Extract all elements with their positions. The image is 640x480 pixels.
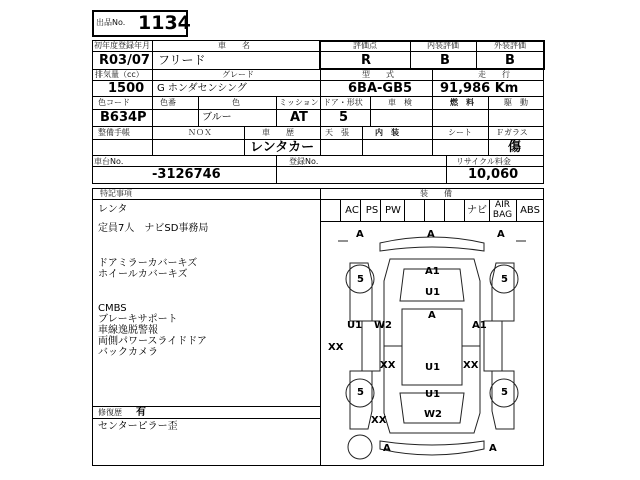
displacement-label: 排気量（cc） <box>95 70 144 79</box>
repair-value: 有 <box>136 407 146 418</box>
chassis-value: -3126746 <box>152 167 221 182</box>
equipment-label: 装 備 <box>420 189 452 198</box>
car-name: フリード <box>158 53 206 67</box>
inspection-label: 車 検 <box>388 98 412 107</box>
damage-mark: XX <box>463 360 479 371</box>
exterior-score-label: 外装評価 <box>494 41 526 50</box>
note-line: ドアミラーカバーキズ <box>98 258 198 269</box>
lot-label: 出品No. <box>96 18 126 27</box>
damage-mark: A1 <box>425 266 440 277</box>
score-label: 評価点 <box>353 41 377 50</box>
note-line: CMBS <box>98 303 127 314</box>
damage-mark: XX <box>371 415 387 426</box>
lot-number: 1134 <box>138 12 191 34</box>
score-value: R <box>361 53 372 68</box>
damage-mark: 5 <box>501 387 508 398</box>
damage-mark: XX <box>380 360 396 371</box>
color-value: ブルー <box>202 112 232 123</box>
mission-value: AT <box>290 110 308 125</box>
damage-mark: A <box>428 310 436 321</box>
damage-mark: A <box>497 229 505 240</box>
damage-mark: A <box>489 443 497 454</box>
history-label: 車 歴 <box>262 128 294 137</box>
damage-mark: U1 <box>425 362 441 373</box>
note-line: 両側パワースライドドア <box>98 336 207 347</box>
equipment-pw: PW <box>385 205 401 216</box>
damage-mark: A <box>427 229 435 240</box>
mileage-label: 走 行 <box>478 70 510 79</box>
damage-mark: 5 <box>357 387 364 398</box>
doors-value: 5 <box>339 110 349 125</box>
color-number-label: 色番 <box>160 98 176 107</box>
equipment-navi: ナビ <box>467 205 487 216</box>
grade-value: G ホンダセンシング <box>157 83 247 94</box>
exterior-score-value: B <box>505 53 515 68</box>
equipment-ac: AC <box>345 205 359 216</box>
maintenance-label: 整備手帳 <box>98 128 130 137</box>
sunroof-label: 天 張 <box>325 128 349 137</box>
glass-label: Ｆガラス <box>496 128 528 137</box>
repair-detail: センターピラー歪 <box>98 421 178 432</box>
damage-mark: A <box>356 229 364 240</box>
note-line: レンタ <box>98 204 128 215</box>
seat-label: シート <box>448 128 472 137</box>
doors-label: ドア・形状 <box>323 98 363 107</box>
damage-mark: W2 <box>374 320 392 331</box>
interior-score-value: B <box>440 53 450 68</box>
interior-label: 内 装 <box>375 128 399 137</box>
year-label: 初年度登録年月 <box>94 41 150 50</box>
interior-score-label: 内装評価 <box>427 41 459 50</box>
note-line: 定員7人 ナビSD事務局 <box>98 223 209 234</box>
damage-mark: A <box>383 443 391 454</box>
damage-mark: 5 <box>501 274 508 285</box>
damage-mark: W2 <box>424 409 442 420</box>
repair-label: 修復歴 <box>98 408 122 417</box>
equipment-ps: PS <box>365 205 379 216</box>
damage-mark: XX <box>328 342 344 353</box>
damage-mark: U1 <box>425 287 441 298</box>
glass-value: 傷 <box>508 140 522 155</box>
registration-label: 登録No． <box>289 157 324 166</box>
recycle-label: リサイクル料金 <box>456 157 511 166</box>
drive-label: 駆 動 <box>504 98 528 107</box>
color-code-value: B634P <box>100 110 147 125</box>
note-line: ホイールカバーキズ <box>98 269 188 280</box>
car-damage-diagram <box>320 221 544 466</box>
name-label: 車 名 <box>218 41 250 50</box>
damage-mark: U1 <box>347 320 363 331</box>
displacement-value: 1500 <box>108 81 145 96</box>
equipment-airbag: AIR BAG <box>492 200 513 220</box>
model-value: 6BA-GB5 <box>348 81 413 96</box>
chassis-label: 車台No． <box>94 157 129 166</box>
grade-label: グレード <box>222 70 254 79</box>
mileage-value: 91,986 Km <box>440 81 519 96</box>
nox-label: ＮＯＸ <box>188 128 212 137</box>
damage-mark: U1 <box>425 389 441 400</box>
model-label: 型 式 <box>362 70 394 79</box>
mission-label: ミッション <box>279 98 319 107</box>
color-label: 色 <box>232 98 240 107</box>
notes-label: 特記事項 <box>100 189 132 198</box>
color-code-label: 色コード <box>98 98 130 107</box>
note-line: バックカメラ <box>98 347 158 358</box>
year-value: R03/07 <box>99 53 150 68</box>
note-line: ブレーキサポート <box>98 314 178 325</box>
recycle-value: 10,060 <box>468 167 519 182</box>
damage-mark: A1 <box>472 320 487 331</box>
damage-mark: 5 <box>357 274 364 285</box>
fuel-label: 燃 料 <box>450 98 474 107</box>
equipment-abs: ABS <box>520 205 540 216</box>
history-value: レンタカー <box>250 140 315 155</box>
note-line: 車線逸脱警報 <box>98 325 158 336</box>
